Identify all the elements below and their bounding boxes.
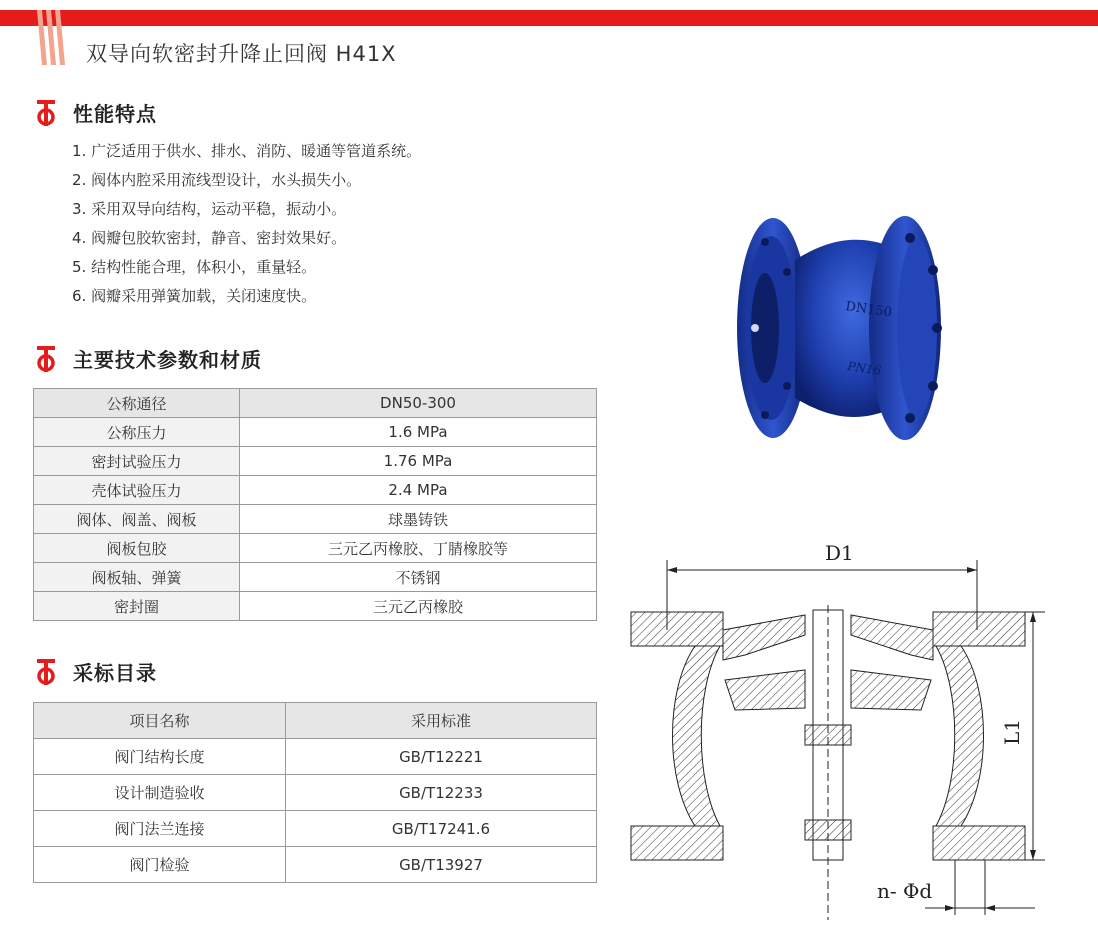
param-value: 2.4 MPa bbox=[240, 476, 597, 505]
param-value: 1.76 MPa bbox=[240, 447, 597, 476]
standard-code: GB/T17241.6 bbox=[286, 811, 597, 847]
table-row bbox=[34, 418, 597, 447]
dim-bolt-label: n- Φd bbox=[877, 879, 933, 903]
header-stripes-decoration bbox=[33, 10, 69, 65]
param-name: 壳体试验压力 bbox=[34, 476, 240, 505]
param-value: 球墨铸铁 bbox=[240, 505, 597, 534]
standard-code: GB/T12233 bbox=[286, 775, 597, 811]
valve-symbol-icon bbox=[33, 346, 59, 372]
param-value: 三元乙丙橡胶、丁腈橡胶等 bbox=[240, 534, 597, 563]
table-row bbox=[34, 389, 597, 418]
features-list bbox=[72, 137, 421, 311]
param-value: DN50-300 bbox=[240, 389, 597, 418]
standard-code: GB/T12221 bbox=[286, 739, 597, 775]
list-item: 4. 阀瓣包胶软密封，静音、密封效果好。 bbox=[72, 229, 347, 247]
section-title: 性能特点 bbox=[73, 102, 157, 126]
section-title: 主要技术参数和材质 bbox=[73, 348, 262, 372]
page-title: 双导向软密封升降止回阀 H41X bbox=[86, 42, 397, 66]
param-name: 阀板包胶 bbox=[34, 534, 240, 563]
standard-item: 阀门结构长度 bbox=[34, 739, 286, 775]
table-header-row bbox=[34, 703, 597, 739]
table-row bbox=[34, 775, 597, 811]
param-value: 1.6 MPa bbox=[240, 418, 597, 447]
column-header: 采用标准 bbox=[286, 703, 597, 739]
param-name: 阀体、阀盖、阀板 bbox=[34, 505, 240, 534]
list-item: 2. 阀体内腔采用流线型设计，水头损失小。 bbox=[72, 171, 362, 189]
section-header-standards bbox=[33, 657, 157, 686]
valve-symbol-icon bbox=[33, 100, 59, 126]
param-name: 公称压力 bbox=[34, 418, 240, 447]
standard-item: 设计制造验收 bbox=[34, 775, 286, 811]
marking-pn: PN16 bbox=[846, 359, 883, 378]
table-row bbox=[34, 505, 597, 534]
table-row bbox=[34, 476, 597, 505]
param-name: 密封圈 bbox=[34, 592, 240, 621]
top-red-bar bbox=[0, 10, 1098, 26]
param-value: 不锈钢 bbox=[240, 563, 597, 592]
table-row bbox=[34, 739, 597, 775]
dim-d1-label: D1 bbox=[825, 541, 854, 565]
list-item: 5. 结构性能合理，体积小，重量轻。 bbox=[72, 258, 317, 276]
table-row bbox=[34, 534, 597, 563]
section-header-params bbox=[33, 344, 262, 373]
param-name: 密封试验压力 bbox=[34, 447, 240, 476]
table-row bbox=[34, 563, 597, 592]
valve-product-photo bbox=[725, 210, 965, 450]
param-name: 阀板轴、弹簧 bbox=[34, 563, 240, 592]
table-row bbox=[34, 811, 597, 847]
table-row bbox=[34, 592, 597, 621]
list-item: 3. 采用双导向结构，运动平稳，振动小。 bbox=[72, 200, 347, 218]
standard-item: 阀门法兰连接 bbox=[34, 811, 286, 847]
standards-table bbox=[33, 702, 597, 883]
param-value: 三元乙丙橡胶 bbox=[240, 592, 597, 621]
standard-code: GB/T13927 bbox=[286, 847, 597, 883]
list-item: 6. 阀瓣采用弹簧加载，关闭速度快。 bbox=[72, 287, 317, 305]
table-row bbox=[34, 447, 597, 476]
section-header-features bbox=[33, 98, 157, 127]
standard-item: 阀门检验 bbox=[34, 847, 286, 883]
list-item: 1. 广泛适用于供水、排水、消防、暖通等管道系统。 bbox=[72, 142, 422, 160]
table-row bbox=[34, 847, 597, 883]
valve-section-drawing bbox=[625, 530, 1045, 930]
params-table bbox=[33, 388, 597, 621]
dim-l1-label: L1 bbox=[1000, 718, 1024, 745]
section-title: 采标目录 bbox=[73, 661, 157, 685]
param-name: 公称通径 bbox=[34, 389, 240, 418]
column-header: 项目名称 bbox=[34, 703, 286, 739]
marking-dn: DN150 bbox=[844, 299, 893, 321]
valve-symbol-icon bbox=[33, 659, 59, 685]
